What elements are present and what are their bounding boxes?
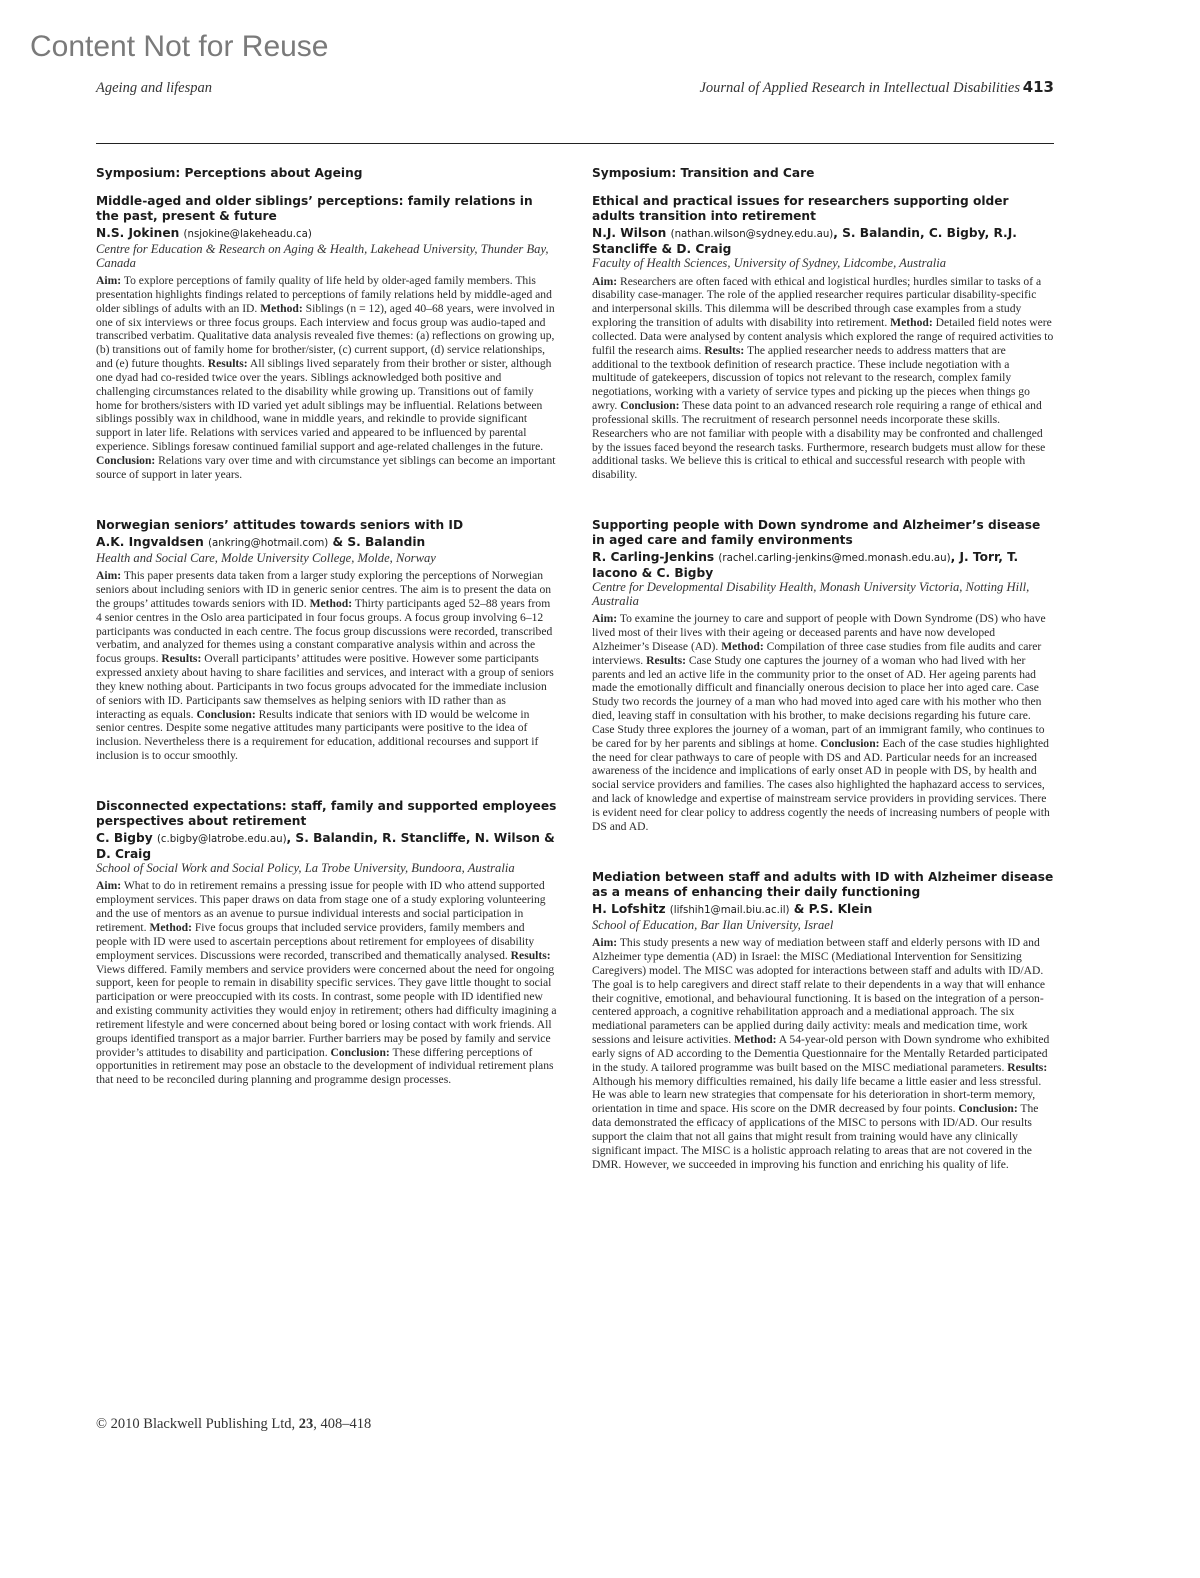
abstract-body bbox=[592, 612, 1054, 834]
author-email: (rachel.carling-jenkins@med.monash.edu.au) bbox=[718, 553, 951, 565]
section-text: Relations vary over time and with circumstance yet siblings can become an important source of support in later years. bbox=[96, 453, 556, 481]
section-label: Method: bbox=[149, 921, 192, 934]
author-name: , S. Balandin, R. Stancliffe, N. Wilson & D. Craig bbox=[96, 830, 555, 861]
volume-number: 23 bbox=[298, 1416, 314, 1432]
symposium-heading: Symposium: Perceptions about Ageing bbox=[96, 166, 363, 180]
section-text: This study presents a new way of mediation between staff and elderly persons with ID and Alzheimer type dementia (AD) in Israel: the MISC (Mediational Intervention for Sensitizing Caregivers) model. The MISC was adopted for interactions between staff and adults with ID/AD. The goal is to help caregivers and direct staff relate to their dependents in a way that will enhance their cognitive, emotional, and behavioural functioning. It is based on the integration of a person-centered approach, a cognitive rehabilitation approach and a mediational approach. The six mediational parameters can be applied during daily activity: meals and medication time, work sessions and leisure activities. bbox=[592, 936, 1046, 1047]
section-label: Conclusion: bbox=[96, 453, 156, 467]
abstract bbox=[592, 870, 1054, 1172]
left-column bbox=[96, 166, 558, 1115]
section-text: Five focus groups that included service providers, family members and people with ID were used to ascertain perceptions about retirement for employees of disability employment services. Discussions were recorded, transcribed and thematically analysed. bbox=[96, 921, 535, 962]
section-label: Conclusion: bbox=[958, 1102, 1018, 1116]
abstract-title: Disconnected expectations: staff, family and supported employees perspectives about retirement bbox=[96, 798, 557, 828]
abstract-title: Mediation between staff and adults with ID with Alzheimer disease as a means of enhancing their daily functioning bbox=[592, 869, 1054, 899]
section-label: Aim: bbox=[592, 274, 618, 288]
abstract-title: Supporting people with Down syndrome and Alzheimer’s disease in aged care and family environments bbox=[592, 518, 1041, 548]
abstract-body bbox=[592, 936, 1054, 1171]
symposium-heading: Symposium: Transition and Care bbox=[592, 166, 815, 180]
section-text: This paper presents data taken from a larger study exploring the perceptions of Norwegian seniors about including seniors with ID in generic senior centres. The aim is to present the data on the groups’ attitudes towards seniors with ID. bbox=[96, 569, 552, 610]
section-text: Researchers are often faced with ethical and logistical hurdles; hurdles similar to tasks of a disability case-manager. The role of the applied researcher requires particular disability-specific and interpersonal skills. This dilemma will be described through case examples from a study exploring the transition of adults with disability into retirement. bbox=[592, 274, 1042, 330]
abstract-affiliation: Health and Social Care, Molde University College, Molde, Norway bbox=[96, 550, 436, 565]
section-text: These data point to an advanced research role requiring a range of ethical and professional skills. The recruitment of research personnel needs incorporate these skills. Researchers who are not familiar with people with a disability may be confronted and challenged by the issues faced beyond the research tasks. Furthermore, research budgets must allow for these additional tasks. We believe this is critical to ethical and successful research with people with disability. bbox=[592, 399, 1046, 482]
abstract-body bbox=[96, 274, 558, 482]
section-label: Conclusion: bbox=[620, 399, 680, 413]
abstract-affiliation: School of Social Work and Social Policy, La Trobe University, Bundoora, Australia bbox=[96, 860, 515, 875]
section-label: Aim: bbox=[96, 274, 122, 287]
section-label: Aim: bbox=[592, 612, 618, 626]
section-label: Results: bbox=[207, 357, 248, 371]
section-label: Method: bbox=[260, 301, 303, 315]
page-number: 413 bbox=[1022, 78, 1054, 96]
header-rule bbox=[96, 143, 1054, 144]
section-label: Aim: bbox=[592, 936, 618, 950]
abstract-authors bbox=[592, 550, 1054, 580]
section-label: Method: bbox=[734, 1033, 777, 1047]
section-label: Results: bbox=[704, 343, 745, 357]
abstract-body bbox=[96, 879, 558, 1087]
abstract bbox=[592, 518, 1054, 834]
section-text: What to do in retirement remains a pressing issue for people with ID who attend supported employment services. This paper draws on data from stage one of a study exploring volunteering and the use of mentors as an avenue to pursue individual interests and social participation in retirement. bbox=[96, 879, 546, 934]
running-header-section: Ageing and lifespan bbox=[96, 80, 212, 96]
abstract-affiliation: Centre for Developmental Disability Health, Monash University Victoria, Notting Hill, Australia bbox=[592, 580, 1030, 608]
section-text: Thirty participants aged 52–88 years from 4 senior centres in the Oslo area participated in four focus groups. A focus group involving 6–12 participants was conducted in each centre. The focus group discussions were recorded, transcribed verbatim, and analyzed for themes using a constant comparative analysis within and across the focus groups. bbox=[96, 596, 553, 666]
abstract-authors bbox=[96, 226, 558, 242]
author-email: (c.bigby@latrobe.edu.au) bbox=[156, 833, 287, 845]
author-email: (ankring@hotmail.com) bbox=[208, 537, 329, 549]
abstract-authors bbox=[96, 535, 558, 551]
author-email: (nsjokine@lakeheadu.ca) bbox=[183, 229, 312, 240]
author-name: R. Carling-Jenkins bbox=[592, 550, 715, 565]
abstract-authors bbox=[96, 831, 558, 861]
author-email: (lifshih1@mail.biu.ac.il) bbox=[669, 904, 790, 916]
abstract-title: Norwegian seniors’ attitudes towards seniors with ID bbox=[96, 517, 464, 532]
author-name: N.S. Jokinen bbox=[96, 226, 180, 240]
abstract-affiliation: Centre for Education & Research on Aging & Health, Lakehead University, Thunder Bay, Canada bbox=[96, 242, 549, 270]
section-label: Results: bbox=[1007, 1060, 1048, 1074]
section-text: These differing perceptions of opportunities in retirement may pose an obstacle to the development of individual retirement plans that need to be reconciled during planning and programme design processes. bbox=[96, 1045, 554, 1087]
author-name: A.K. Ingvaldsen bbox=[96, 534, 204, 549]
section-label: Method: bbox=[309, 596, 353, 610]
abstract-affiliation: Faculty of Health Sciences, University of Sydney, Lidcombe, Australia bbox=[592, 256, 947, 270]
page-range: , 408–418 bbox=[313, 1416, 372, 1432]
section-text: A 54-year-old person with Down syndrome who exhibited early signs of AD according to the Dementia Questionnaire for the Mentally Retarded participated in the study. A tailored programme was built based on the MISC mediational parameters. bbox=[592, 1033, 1050, 1074]
right-column bbox=[592, 166, 1054, 1200]
section-label: Conclusion: bbox=[820, 736, 880, 750]
author-name: , J. Torr, T. Iacono & C. Bigby bbox=[592, 550, 1019, 581]
abstract bbox=[96, 518, 558, 763]
abstract-body bbox=[96, 569, 558, 763]
abstract bbox=[96, 194, 558, 482]
author-name: C. Bigby bbox=[96, 830, 153, 845]
section-text: Siblings (n = 12), aged 40–68 years, were involved in one of six interviews or three focus groups. Each interview and focus group was audio-taped and transcribed verbatim. Qualitative data analysis revealed five themes: (a) reflections on growing up, (b) transitions out of family home for brother/sister, (c) current support, (d) service relationships, and (e) future thoughts. bbox=[96, 301, 555, 371]
copyright-footer bbox=[96, 1416, 371, 1433]
author-name: & S. Balandin bbox=[332, 534, 426, 549]
section-label: Method: bbox=[721, 639, 764, 653]
section-text: Each of the case studies highlighted the need for clear pathways to care of people with DS and AD. Particular needs for an increased awareness of the incidence and implications of early onset AD in people with DS, by health and social service providers and families. The cases also highlighted the haphazard access to services, and lack of knowledge and expertise of mainstream service providers in providing services. There is evident need for clear policy to address cogently the needs of increasing numbers of people with DS and AD. bbox=[592, 736, 1050, 833]
section-text: The applied researcher needs to address matters that are additional to the textbook definition of research practice. These include negotiation with a multitude of gatekeepers, discussion of topics not relevant to the research, complex family negotiations, working with a variety of service types and picking up the pieces when things go awry. bbox=[592, 343, 1030, 413]
abstract-authors bbox=[592, 902, 1054, 918]
abstract-title: Ethical and practical issues for researchers supporting older adults transition into retirement bbox=[592, 194, 1009, 223]
section-text: Case Study one captures the journey of a woman who had lived with her parents and led an active life in the community prior to the onset of AD. Her ageing parents had made the emotionally difficult and financially onerous decision to place her into aged care. Case Study two records the journey of a man who had moved into aged care with his mother who then died, leaving staff in consultation with his brother, to make decisions regarding his future care. Case Study three explores the journey of a woman, part of an immigrant family, who continues to be cared for by her parents and siblings at home. bbox=[592, 653, 1045, 750]
section-text: To explore perceptions of family quality of life held by older-aged family members. This presentation highlights findings related to perceptions of family relations held by middle-aged and older siblings of adults with an ID. bbox=[96, 274, 552, 315]
author-name: & P.S. Klein bbox=[793, 901, 873, 916]
section-text: Overall participants’ attitudes were positive. However some participants expressed anxiety about having to share facilities and services, and interact with a group of seniors they knew nothing about. Participants in two focus groups advocated for the immediate inclusion of seniors with ID. Participants saw themselves as helping seniors with ID rather than as interacting as equals. bbox=[96, 652, 554, 721]
abstract bbox=[592, 194, 1054, 482]
section-label: Results: bbox=[161, 652, 202, 666]
copyright-text: © 2010 Blackwell Publishing Ltd, bbox=[96, 1416, 299, 1432]
section-text: Compilation of three case studies from file audits and carer interviews. bbox=[592, 639, 1042, 667]
section-text: The data demonstrated the efficacy of applications of the MISC to persons with ID/AD. Our results support the claim that not all gains that might result from training would have any clinically significant impact. The MISC is a holistic approach relating to areas that are not covered in the DMR. However, we succeeded in improving his function and enriching his quality of life. bbox=[592, 1102, 1039, 1171]
section-text: Detailed field notes were collected. Data were analysed by content analysis which explored the range of required activities to fulfil the research aims. bbox=[592, 316, 1054, 357]
author-email: (nathan.wilson@sydney.edu.au) bbox=[670, 229, 834, 240]
section-label: Results: bbox=[510, 948, 551, 962]
author-name: , S. Balandin, C. Bigby, R.J. Stancliffe & D. Craig bbox=[592, 226, 1017, 256]
section-label: Aim: bbox=[96, 569, 122, 583]
watermark: Content Not for Reuse bbox=[30, 30, 329, 63]
section-text: All siblings lived separately from their brother or sister, although one dyad had co-resided twice over the years. Siblings acknowledged both positive and challenging circumstances related to the disability while growing up. Transitions out of family home for brothers/sisters with ID varied yet adult siblings may be influential. Relations between siblings possibly wax in childhood, wane in middle years, and rekindle to provide significant support in later life. Relations with services varied and appeared to be influenced by parental experience. Siblings foresaw continued familial support and age-related challenges in the future. bbox=[96, 357, 552, 454]
section-text: Although his memory difficulties remained, his daily life became a little easier and less stressful. He was able to learn new strategies that compensate for his deterioration in short-term memory, orientation in time and space. His score on the DMR decreased by four points. bbox=[592, 1074, 1042, 1116]
abstract bbox=[96, 799, 558, 1087]
abstract-authors bbox=[592, 226, 1054, 256]
abstract-title: Middle-aged and older siblings’ perceptions: family relations in the past, present & future bbox=[96, 194, 533, 223]
section-text: Results indicate that seniors with ID would be welcome in senior centres. Despite some negative attitudes many participants were positive to the idea of inclusion. Nevertheless there is a requirement for education, additional recourses and support if inclusion is to occur smoothly. bbox=[96, 707, 539, 763]
section-label: Method: bbox=[890, 316, 933, 330]
running-header-journal: Journal of Applied Research in Intellectual Disabilities bbox=[699, 80, 1020, 96]
abstract-body bbox=[592, 275, 1054, 483]
section-label: Aim: bbox=[96, 879, 122, 893]
abstract-affiliation: School of Education, Bar Ilan University, Israel bbox=[592, 917, 834, 932]
author-name: H. Lofshitz bbox=[592, 901, 666, 916]
author-name: N.J. Wilson bbox=[592, 226, 667, 240]
section-label: Conclusion: bbox=[330, 1045, 390, 1059]
section-label: Conclusion: bbox=[196, 707, 256, 721]
section-text: To examine the journey to care and support of people with Down Syndrome (DS) who have lived most of their lives with their ageing or deceased parents and have now developed Alzheimer’s Disease (AD). bbox=[592, 612, 1046, 653]
section-label: Results: bbox=[646, 653, 687, 667]
section-text: Views differed. Family members and service providers were concerned about the need for ongoing support, keen for people to remain in disability specific services. They gave little thought to social participation or were preoccupied with its costs. In contrast, some people with ID identified new and existing community activities they would enjoy in retirement; others had difficulty imagining a retirement lifestyle and were concerned about being bored or losing contact with work friends. All groups identified transport as a major barrier. Further barriers may be posed by family and service provider’s attitudes to disability and participation. bbox=[96, 962, 557, 1059]
